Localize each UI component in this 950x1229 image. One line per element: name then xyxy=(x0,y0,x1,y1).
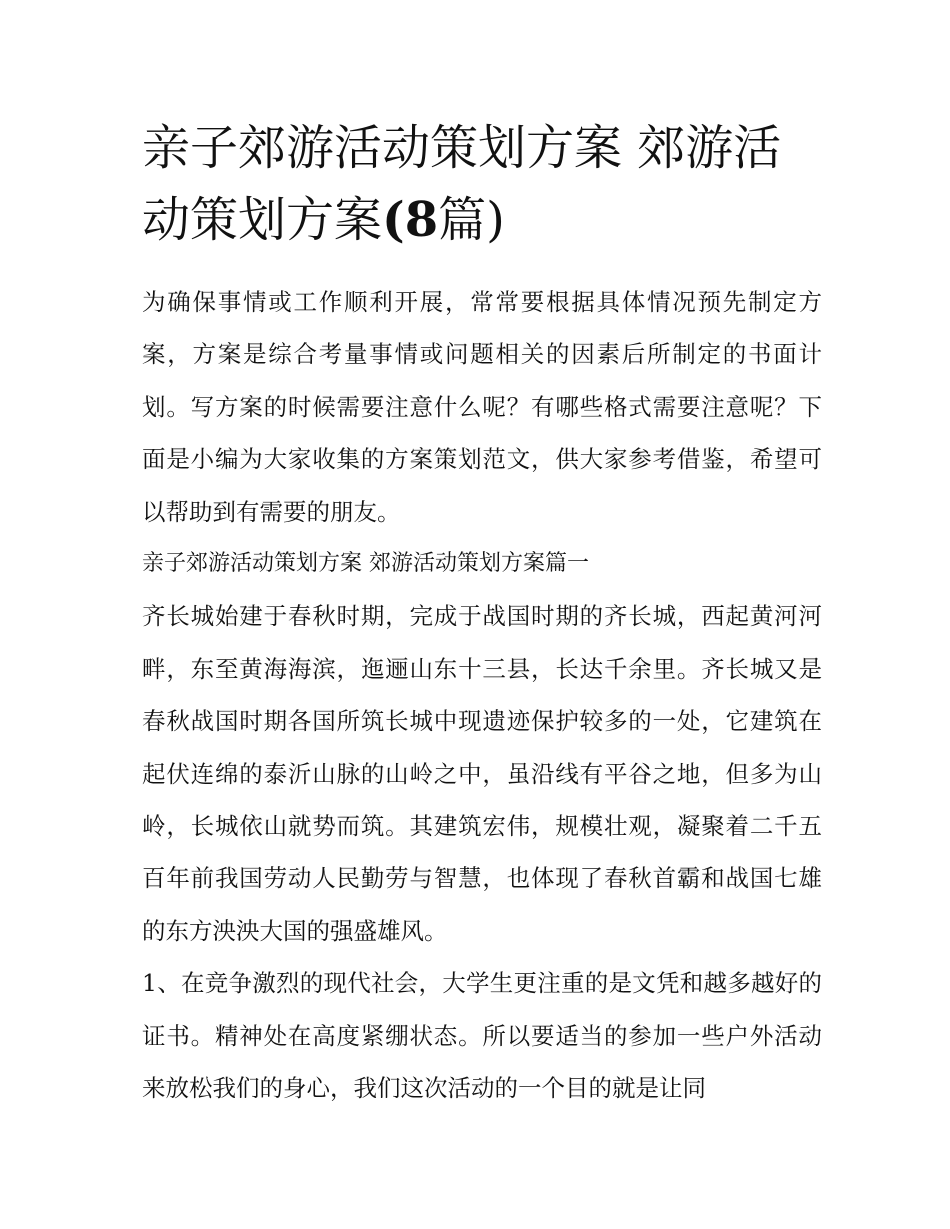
body-paragraph-purpose: 1、在竞争激烈的现代社会，大学生更注重的是文凭和越多越好的证书。精神处在高度紧绷状态。所以要适当的参加一些户外活动来放松我们的身心，我们这次活动的一个目的就是让同 xyxy=(142,969,822,1103)
document-title-main: 亲子郊游活动策划方案 郊游活动策划方案 xyxy=(142,120,782,248)
document-page xyxy=(142,112,822,1115)
document-title xyxy=(142,112,822,256)
document-title-tail: 篇) xyxy=(438,192,505,248)
body-paragraph-great-wall: 齐长城始建于春秋时期，完成于战国时期的齐长城，西起黄河河畔，东至黄海海滨，迤逦山东十三县，长达千余里。齐长城又是春秋战国时期各国所筑长城中现遗迹保护较多的一处，它建筑在起伏连绵的泰沂山脉的山岭之中，虽沿线有平谷之地，但多为山岭，长城依山就势而筑。其建筑宏伟，规模壮观，凝聚着二千五百年前我国劳动人民勤劳与智慧，也体现了春秋首霸和战国七雄的东方泱泱大国的强盛雄风。 xyxy=(142,602,822,945)
intro-paragraph: 为确保事情或工作顺利开展，常常要根据具体情况预先制定方案，方案是综合考量事情或问题相关的因素后所制定的书面计划。写方案的时候需要注意什么呢？有哪些格式需要注意呢？下面是小编为大家收集的方案策划范文，供大家参考借鉴，希望可以帮助到有需要的朋友。 xyxy=(142,288,822,526)
document-title-count: (8 xyxy=(382,192,439,248)
section-heading: 亲子郊游活动策划方案 郊游活动策划方案篇一 xyxy=(142,551,589,577)
